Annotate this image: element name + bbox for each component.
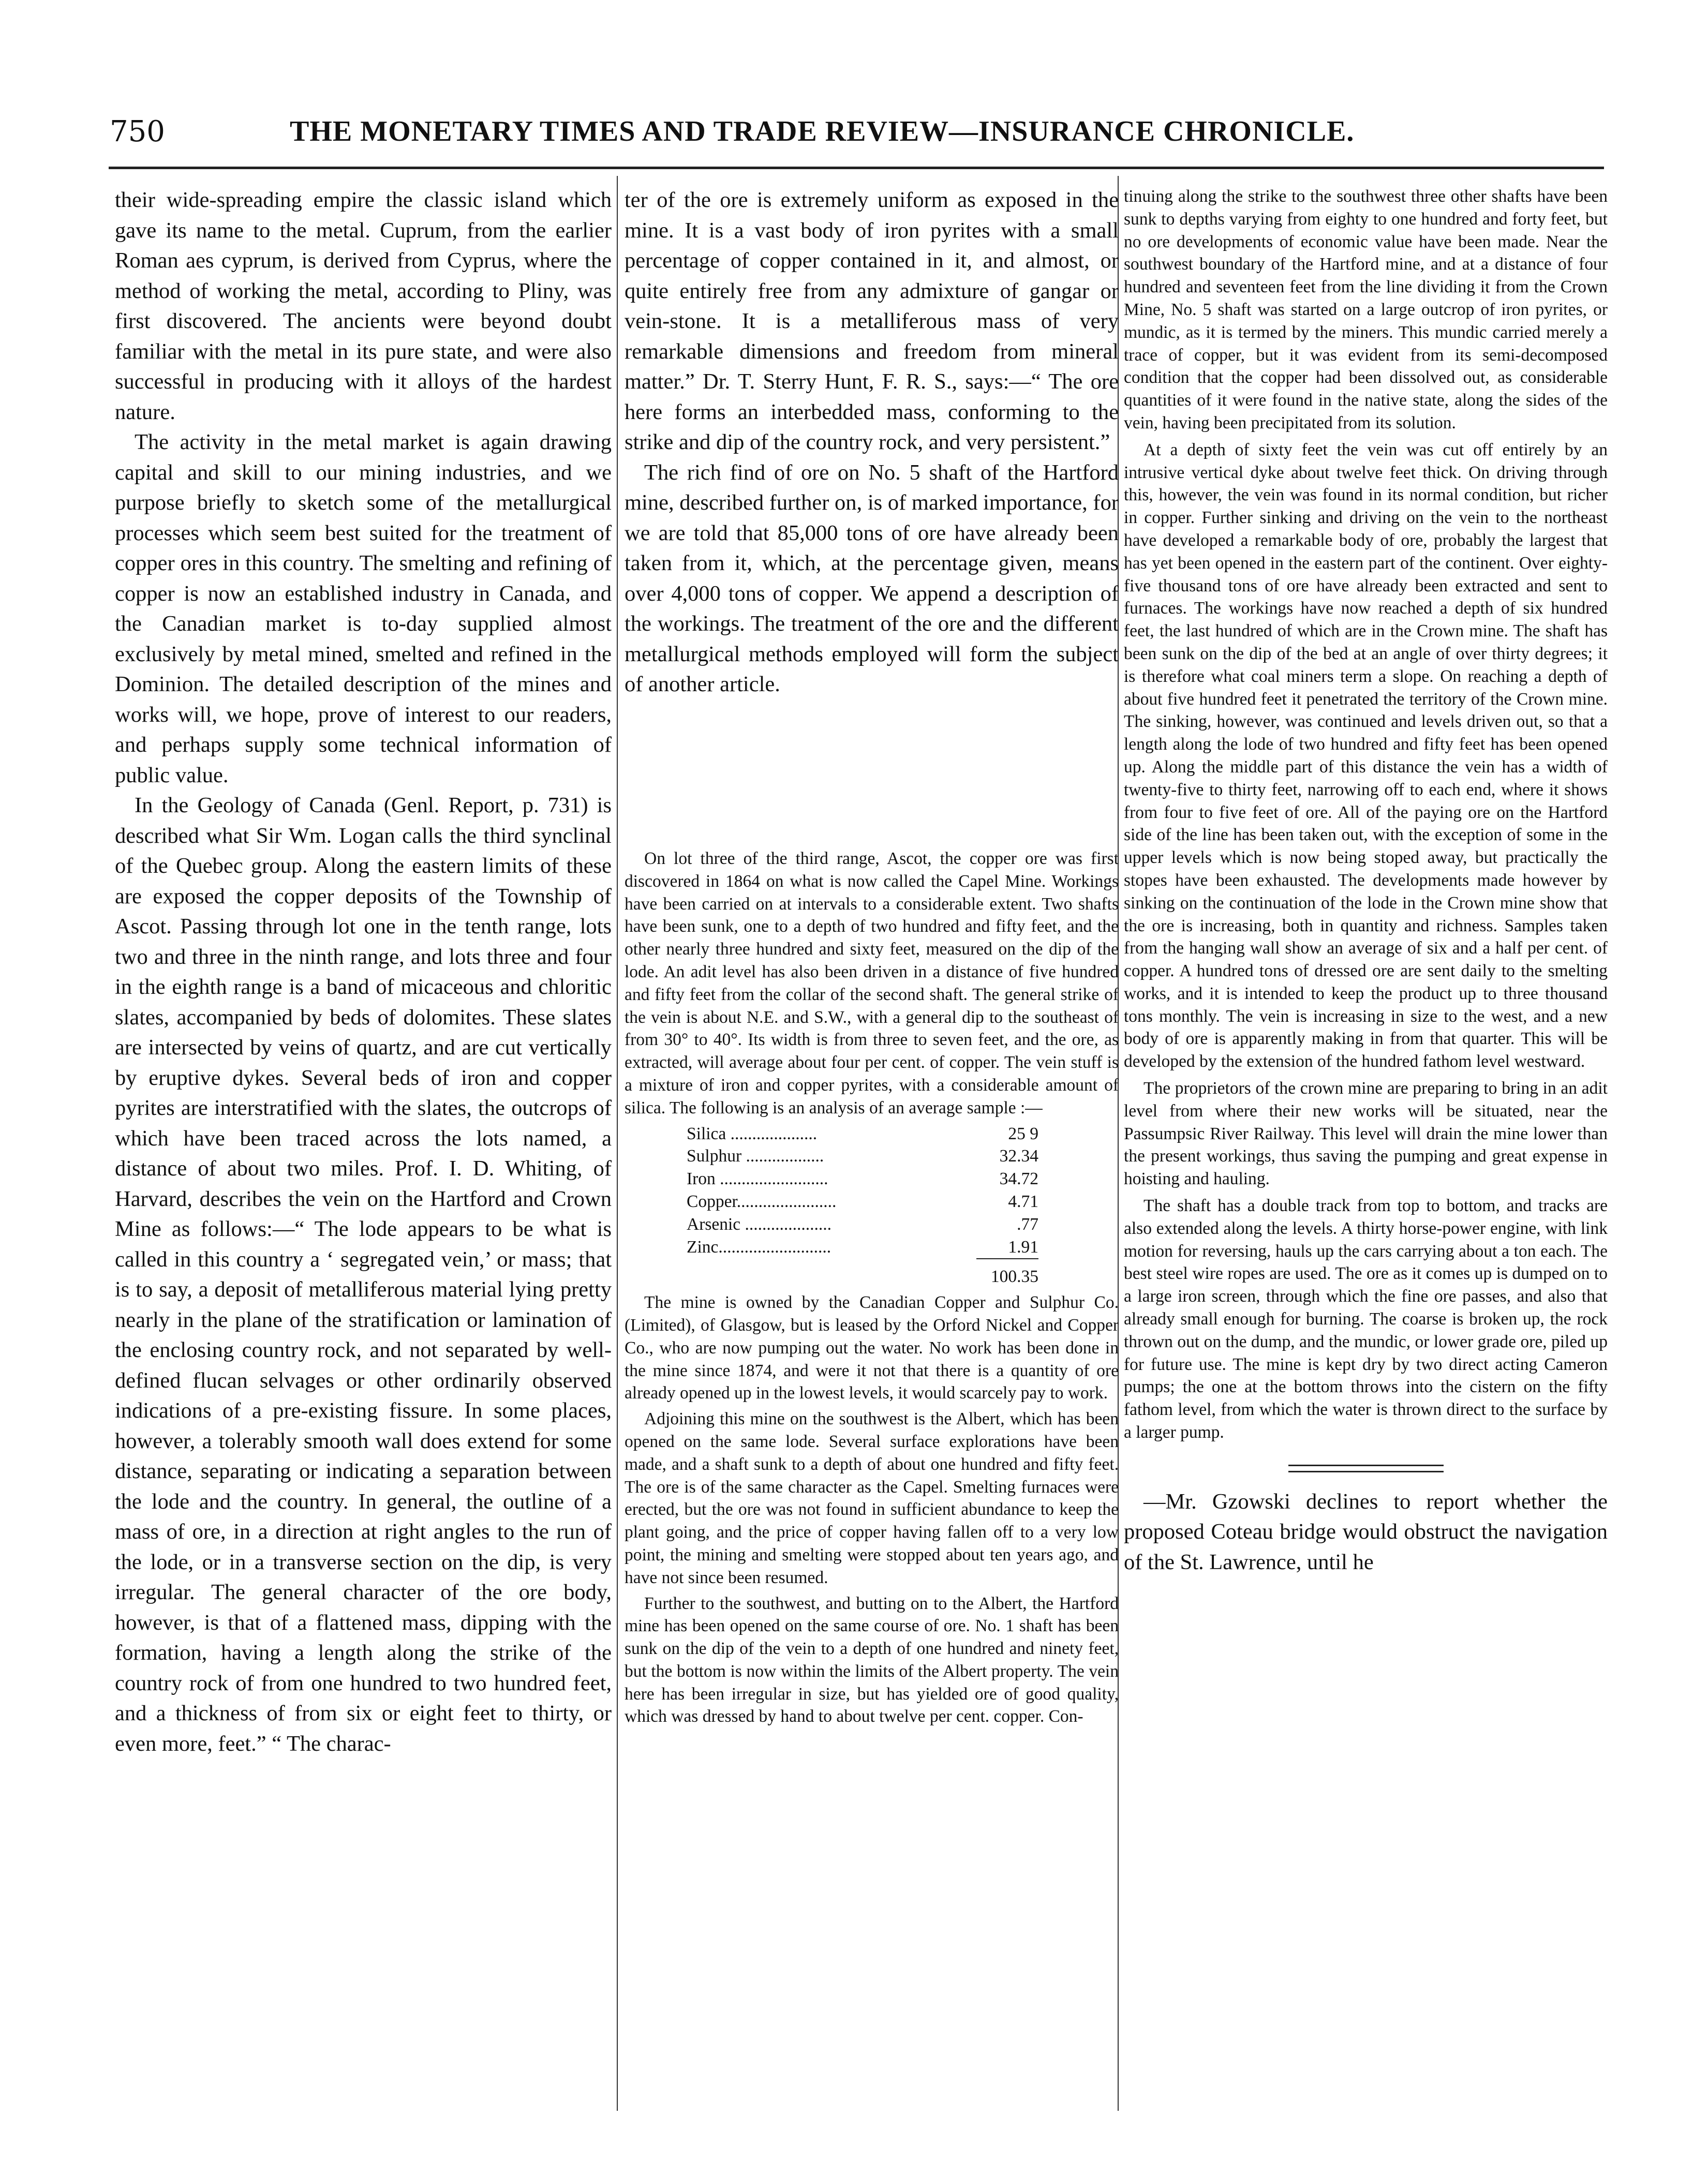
paragraph: Adjoining this mine on the southwest is the Albert, which has been opened on the same lode. Several surface explorations have been made, and a shaft sunk to a depth of about one hundred and fifty feet. The ore is of the same character as the Capel. Smelting furnaces were erected, but the ore was not found in sufficient abundance to keep the plant going, and the price of copper having fallen off to a very low point, the mining and smelting were stopped about ten years ago, and have not since been resumed. [625, 1409, 1119, 1587]
analysis-label: Silica .................... [687, 1124, 818, 1143]
analysis-value: 34.72 [999, 1169, 1038, 1189]
analysis-total: 100.35 [990, 1267, 1038, 1287]
paragraph: On lot three of the third range, Ascot, the copper ore was first discovered in 1864 on what is now called the Capel Mine. Workings have been carried on at intervals to a considerable extent. Two shafts have been sunk, one to a depth of two hundred and fifty feet, and the other nearly three hundred and sixty feet, measured on the dip of the lode. An adit level has also been driven in a distance of five hundred and fifty feet from the collar of the second shaft. The general strike of the vein is about N.E. and S.W., with a general dip to the southeast of from 30° to 40°. Its width is from three to seven feet, and the ore, as extracted, will average about four per cent. of copper. The vein stuff is a mixture of iron and copper pyrites, with a considerable amount of silica. The following is an analysis of an average sample :— [625, 849, 1119, 1117]
page-header [0, 115, 1708, 156]
analysis-total-row [687, 1259, 1038, 1288]
page-number: 750 [110, 115, 165, 148]
analysis-row [687, 1168, 1038, 1190]
column-2-upper [625, 185, 1119, 700]
analysis-value: 1.91 [976, 1236, 1038, 1259]
paragraph: Further to the southwest, and butting on to the Albert, the Hartford mine has been opened on the same course of ore. No. 1 shaft has been sunk on the dip of the vein to a depth of one hundred and ninety feet, but the bottom is now within the limits of the Albert property. The vein here has been irregular in size, but has yielded ore of good quality, which was dressed by hand to about twelve per cent. copper. Con- [625, 1593, 1119, 1726]
paragraph: At a depth of sixty feet the vein was cut off entirely by an intrusive vertical dyke about twelve feet thick. On driving through this, however, the vein was found in its normal condition, but richer in copper. Further sinking and driving on the vein to the northeast have developed a remarkable body of ore, probably the largest that has yet been opened in the eastern part of the continent. Over eighty-five thousand tons of ore have already been extracted and sent to furnaces. The workings have now reached a depth of six hundred feet, the last hundred of which are in the Crown mine. The shaft has been sunk on the dip of the bed at an angle of over thirty degrees; it is therefore what coal miners term a slope. On reaching a depth of about five hundred feet it penetrated the territory of the Crown mine. The sinking, however, was continued and levels driven out, so that a length along the lode of two hundred and fifty feet has been opened up. Along the middle part of this distance the vein has a width of twenty-five to thirty feet, narrowing off to each end, where it shows from four to five feet of ore. All of the paying ore on the Hartford side of the line has been taken out, with the exception of some in the upper levels which is now being stoped away, but practically the stopes have been exhausted. The developments made however by sinking on the continuation of the lode in the Crown mine show that the ore is increasing, both in quantity and richness. Samples taken from the hanging wall show an average of six and a half per cent. of copper. A hundred tons of dressed ore are sent daily to the smelting works, and it is intended to keep the product up to three thousand tons monthly. The vein is increasing in size to the west, and a new body of ore is apparently making in from that quarter. This will be developed by the extension of the hundred fathom level westward. [1124, 440, 1608, 1071]
section-separator [1288, 1465, 1444, 1472]
analysis-label: Iron ......................... [687, 1169, 828, 1189]
column-1 [115, 185, 612, 1759]
analysis-value: .77 [1017, 1214, 1038, 1234]
analysis-label: Zinc.......................... [687, 1238, 831, 1257]
running-title: THE MONETARY TIMES AND TRADE REVIEW—INSURANCE CHRONICLE. [290, 115, 1355, 147]
analysis-row [687, 1145, 1038, 1168]
paragraph: tinuing along the strike to the southwest three other shafts have been sunk to depths varying from eighty to one hundred and forty feet, but no ore developments of economic value have been made. Near the southwest boundary of the Hartford mine, and at a distance of four hundred and seventeen feet from the line dividing it from the Crown Mine, No. 5 shaft was started on a large outcrop of iron pyrites, or mundic, as it is termed by the miners. This mundic carried merely a trace of copper, but it was evident from its semi-decomposed condition that the copper had been dissolved out, as considerable quantities of it were found in the native state, along the sides of the vein, having been precipitated from its solution. [1124, 187, 1608, 433]
paragraph: their wide-spreading empire the classic island which gave its name to the metal. Cuprum, from the earlier Roman aes cyprum, is derived from Cyprus, where the method of working the metal, according to Pliny, was first discovered. The ancients were beyond doubt familiar with the metal in its pure state, and were also successful in producing with it alloys of the hardest nature. [115, 188, 612, 424]
analysis-value: 4.71 [1008, 1191, 1038, 1211]
analysis-value: 32.34 [999, 1146, 1038, 1166]
paragraph: The mine is owned by the Canadian Copper and Sulphur Co. (Limited), of Glasgow, but is leased by the Orford Nickel and Copper Co., who are now pumping out the water. No work has been done in the mine since 1874, and were it not that there is a quantity of ore already opened up in the lowest levels, it would scarcely pay to work. [625, 1293, 1119, 1403]
paragraph: The rich find of ore on No. 5 shaft of the Hartford mine, described further on, is of marked importance, for we are told that 85,000 tons of ore have already been taken from it, which, at the percentage given, means over 4,000 tons of copper. We append a description of the workings. The treatment of the ore and the different metallurgical methods employed will form the subject of another article. [625, 460, 1119, 696]
paragraph: The proprietors of the crown mine are preparing to bring in an adit level from where their new works will be situated, near the Passumpsic River Railway. This level will drain the mine lower than the present workings, thus saving the pumping and great expense in hoisting and hauling. [1124, 1079, 1608, 1189]
analysis-row [687, 1236, 1038, 1259]
paragraph: The activity in the metal market is again drawing capital and skill to our mining industries, and we purpose briefly to sketch some of the metallurgical processes which seem best suited for the treatment of copper ores in this country. The smelting and refining of copper is now an established industry in Canada, and the Canadian market is to-day supplied almost exclusively by metal mined, smelted and refined in the Dominion. The detailed description of the mines and works will, we hope, prove of interest to our readers, and perhaps supply some technical information of public value. [115, 430, 612, 787]
column-2-lower [625, 847, 1119, 1728]
analysis-value: 25 9 [1008, 1124, 1038, 1143]
column-divider [617, 176, 618, 2111]
analysis-label: Arsenic .................... [687, 1214, 832, 1234]
analysis-table [687, 1123, 1038, 1289]
news-item: —Mr. Gzowski declines to report whether the proposed Coteau bridge would obstruct the navigation of the St. Lawrence, until he [1124, 1489, 1608, 1574]
analysis-row [687, 1123, 1038, 1145]
analysis-label: Sulphur .................. [687, 1146, 824, 1166]
analysis-row [687, 1213, 1038, 1236]
column-3 [1124, 185, 1608, 1577]
paragraph: The shaft has a double track from top to bottom, and tracks are also extended along the levels. A thirty horse-power engine, with link motion for reversing, hauls up the cars carrying about a ton each. The best steel wire ropes are used. The ore as it comes up is dumped on to a large iron screen, through which the fine ore passes, and also that already small enough for burning. The coarse is broken up, the rock thrown out on the dump, and the mundic, or lower grade ore, piled up for future use. The mine is kept dry by two direct acting Cameron pumps; the one at the bottom throws into the cistern on the fifty fathom level, from which the water is thrown direct to the surface by a larger pump. [1124, 1196, 1608, 1442]
header-rule [109, 167, 1604, 169]
analysis-row [687, 1190, 1038, 1213]
analysis-label: Copper....................... [687, 1191, 837, 1211]
paragraph: ter of the ore is extremely uniform as exposed in the mine. It is a vast body of iron pyrites with a small percentage of copper contained in it, and almost, or quite entirely free from any admixture of gangar or vein-stone. It is a metalliferous mass of very remarkable dimensions and freedom from mineral matter.” Dr. T. Sterry Hunt, F. R. S., says:—“ The ore here forms an interbedded mass, conforming to the strike and dip of the country rock, and very persistent.” [625, 188, 1119, 454]
paragraph: In the Geology of Canada (Genl. Report, p. 731) is described what Sir Wm. Logan calls the third synclinal of the Quebec group. Along the eastern limits of these are exposed the copper deposits of the Township of Ascot. Passing through lot one in the tenth range, lots two and three in the ninth range, and lots three and four in the eighth range is a band of micaceous and chloritic slates, accompanied by beds of dolomites. These slates are intersected by veins of quartz, and are cut vertically by eruptive dykes. Several beds of iron and copper pyrites are interstratified with the slates, the outcrops of which have been traced across the lots named, a distance of about two miles. Prof. I. D. Whiting, of Harvard, describes the vein on the Hartford and Crown Mine as follows:—“ The lode appears to be what is called in this country a ‘ segregated vein,’ or mass; that is to say, a deposit of metalliferous material lying pretty nearly in the plane of the stratification or lamination of the enclosing country rock, and not separated by well-defined flucan selvages or other ordinarily observed indications of a pre-existing fissure. In some places, however, a tolerably smooth wall does extend for some distance, separating or indicating a separation between the lode and the country. In general, the outline of a mass of ore, in a direction at right angles to the run of the lode, or in a transverse section on the dip, is very irregular. The general character of the ore body, however, is that of a flattened mass, dipping with the formation, having a length along the strike of the country rock of from one hundred to two hundred feet, and a thickness of from six or eight feet to thirty, or even more, feet.” “ The charac- [115, 793, 612, 1756]
